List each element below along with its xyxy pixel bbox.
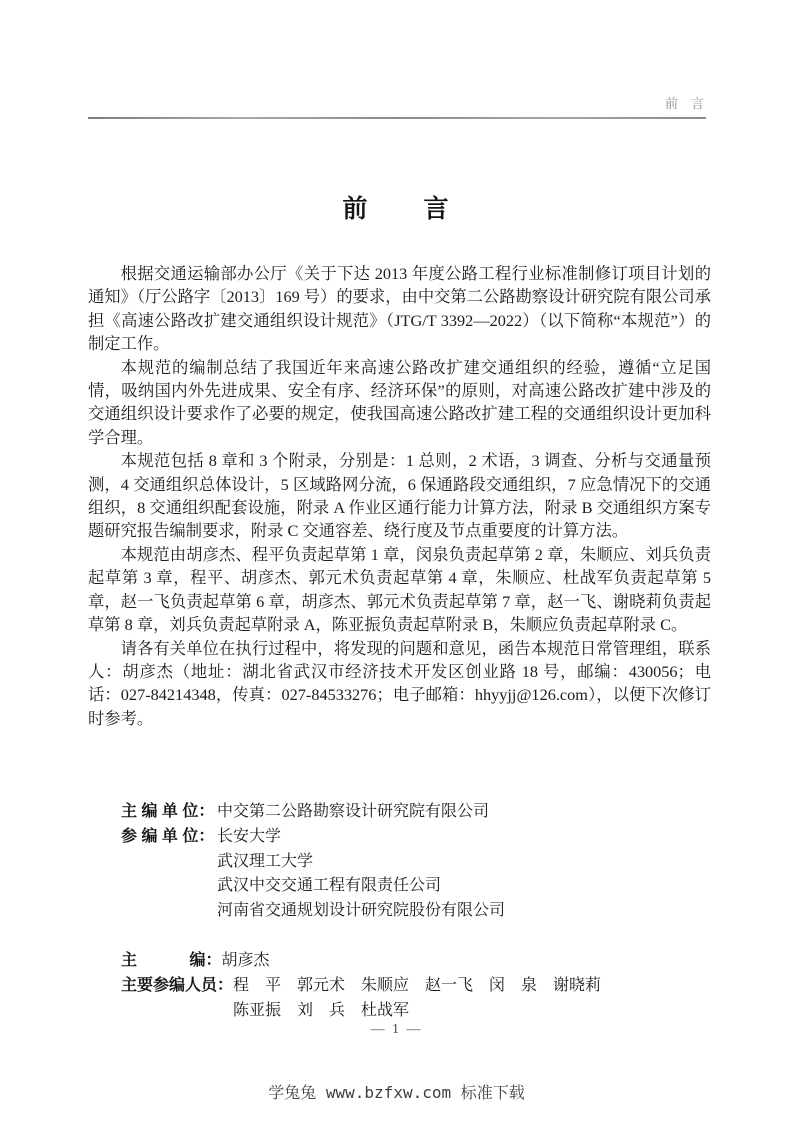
credit-row-participating-orgs [121, 825, 701, 924]
watermark: 学兔兔 www.bzfxw.com 标准下载 [268, 1083, 525, 1102]
participating-org: 长安大学 [217, 827, 282, 845]
paragraph-5: 请各有关单位在执行过程中，将发现的问题和意见，函告本规范日常管理组，联系人：胡彦杰（地址：湖北省武汉市经济技术开发区创业路 18 号，邮编：430056；电话：027-84214348，传真：027-84533276；电子邮箱：hhyyjj@126.com），以便下次修订时参考。 [88, 638, 711, 728]
paragraph-1: 根据交通运输部办公厅《关于下达 2013 年度公路工程行业标准制修订项目计划的通知》（厅公路字〔2013〕169 号）的要求，由中交第二公路勘察设计研究院有限公司承担《高速公路改扩建交通组织设计规范》（JTG/T 3392—2022）（以下简称“本规范”）的制定工作。 [88, 264, 711, 354]
header-rule [88, 117, 706, 119]
participating-org: 武汉中交交通工程有限责任公司 [217, 877, 442, 895]
participating-orgs-lines [217, 825, 701, 924]
page-number: — 1 — [370, 1022, 423, 1037]
main-participants-lines [233, 974, 701, 1024]
credits-block [121, 800, 701, 1023]
paragraph-3: 本规范包括 8 章和 3 个附录，分别是：1 总则，2 术语，3 调查、分析与交通量预测，4 交通组织总体设计，5 区域路网分流，6 保通路段交通组织，7 应急情况下的交通组织，8 交通组织配套设施，附录 A 作业区通行能力计算方法，附录 B 交通组织方案专题研究报告编制要求，附录 C 交通容差、绕行度及节点重要度的计算方法。 [88, 451, 711, 541]
participating-org: 河南省交通规划设计研究院股份有限公司 [217, 902, 506, 920]
running-header: 前 言 [664, 96, 704, 111]
participant-names: 陈亚振 刘 兵 杜战军 [233, 1001, 410, 1019]
chief-org-lines [217, 800, 701, 825]
chief-editor-label: 主 编： [121, 951, 222, 969]
paragraph-4: 本规范由胡彦杰、程平负责起草第 1 章，闵泉负责起草第 2 章，朱顺应、刘兵负责起草第 3 章，程平、胡彦杰、郭元术负责起草第 4 章，朱顺应、杜战军负责起草第 5 章，赵一飞负责起草第 6 章，胡彦杰、郭元术负责起草第 7 章，赵一飞、谢晓莉负责起草第 8 章，刘兵负责起草附录 A，陈亚振负责起草附录 B，朱顺应负责起草附录 C。 [88, 544, 711, 635]
participating-orgs-label: 参 编 单 位： [121, 827, 215, 845]
paragraph-2: 本规范的编制总结了我国近年来高速公路改扩建交通组织的经验，遵循“立足国情，吸纳国内外先进成果、安全有序、经济环保”的原则，对高速公路改扩建中涉及的交通组织设计要求作了必要的规定，使我国高速公路改扩建工程的交通组织设计更加科学合理。 [88, 357, 711, 447]
chief-org-name: 中交第二公路勘察设计研究院有限公司 [217, 803, 490, 820]
participant-names: 程 平 郭元术 朱顺应 赵一飞 闵 泉 谢晓莉 [233, 976, 602, 994]
chief-org-label: 主 编 单 位： [121, 803, 215, 820]
body-text [88, 262, 711, 730]
main-participants-label: 主要参编人员： [121, 976, 234, 994]
chief-editor-lines [221, 949, 701, 974]
credit-row-chief-editor [121, 949, 701, 974]
credit-row-chief-org [121, 800, 701, 825]
participating-org: 武汉理工大学 [217, 852, 314, 870]
chief-editor-name: 胡彦杰 [221, 951, 270, 969]
credit-row-main-participants [121, 974, 701, 1024]
page-title: 前 言 [342, 195, 451, 223]
